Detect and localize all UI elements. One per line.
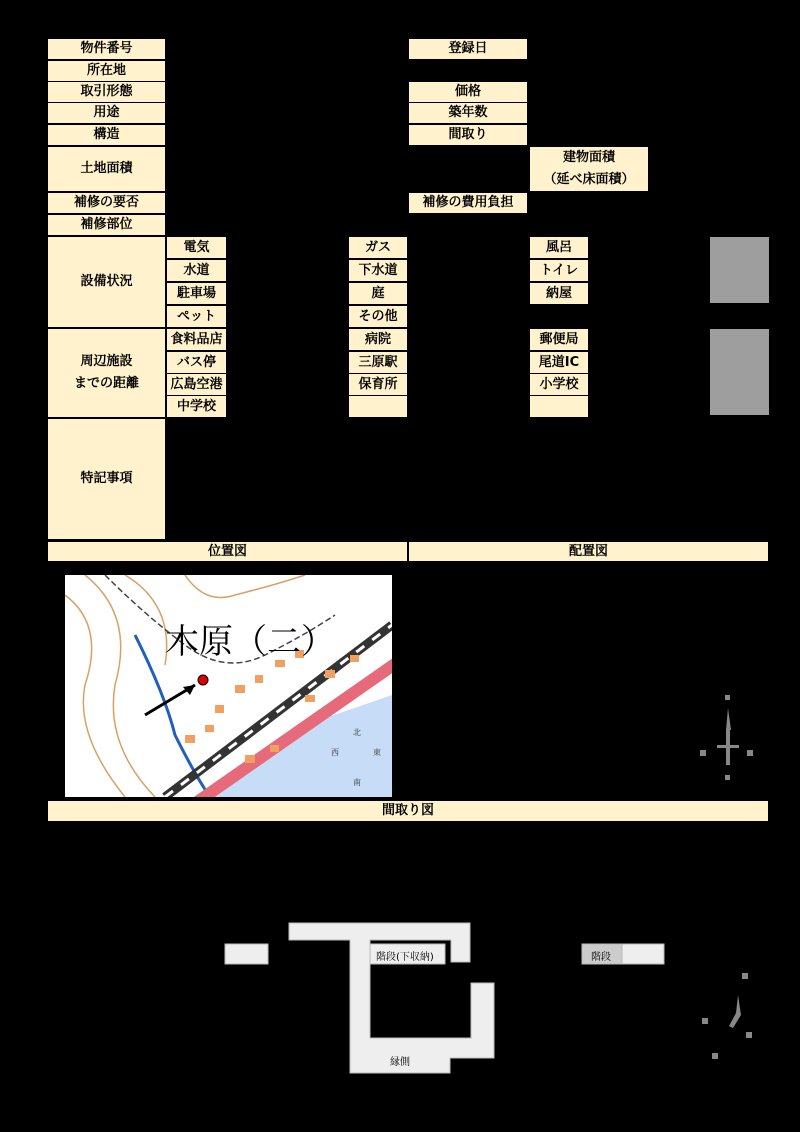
plan-block: [225, 944, 268, 964]
label-other: その他: [348, 305, 408, 328]
label-elementary: 小学校: [529, 373, 589, 396]
plan-label-stairs-storage: 階段(下収納): [376, 952, 434, 963]
label-gas: ガス: [348, 236, 408, 259]
label-remarks: 特記事項: [47, 418, 166, 540]
map-svg: [65, 575, 392, 797]
label-onomichi: 尾道IC: [529, 351, 589, 374]
label-storage: 納屋: [529, 282, 589, 305]
label-junior-high: 中学校: [166, 395, 227, 418]
label-price: 価格: [408, 81, 528, 103]
map-compass-s: 南: [353, 778, 361, 787]
sea-area: [215, 695, 392, 797]
label-nursery: 保育所: [348, 373, 408, 396]
label-bus: バス停: [166, 351, 227, 374]
label-hospital: 病院: [348, 328, 408, 351]
nearby-line2: までの距離: [73, 376, 139, 391]
label-facilities: 設備状況: [47, 236, 166, 328]
label-structure: 構造: [47, 124, 166, 146]
label-registered: 登録日: [408, 38, 528, 60]
label-age: 築年数: [408, 102, 528, 124]
section-location-map: 位置図: [47, 541, 408, 562]
map-compass-n: 北: [353, 728, 361, 737]
label-land-area: 土地面積: [47, 146, 166, 192]
label-airport: 広島空港: [166, 373, 227, 396]
label-repair-part: 補修部位: [47, 214, 166, 236]
plan-label-stairs: 階段: [591, 952, 611, 963]
map-place-name: 木原（二）: [165, 622, 335, 662]
label-blank-1: [348, 395, 408, 418]
location-map: [65, 575, 392, 797]
label-grocery: 食料品店: [166, 328, 227, 351]
nearby-line1: 周辺施設: [80, 354, 133, 369]
contour-line: [85, 575, 155, 797]
label-water: 水道: [166, 259, 227, 282]
section-site-plan: 配置図: [408, 541, 769, 562]
photo-placeholder-1: [710, 237, 769, 303]
contour-line: [65, 595, 125, 797]
label-repair-cost: 補修の費用負担: [408, 192, 528, 214]
label-property-no: 物件番号: [47, 38, 166, 60]
label-transaction: 取引形態: [47, 81, 166, 103]
section-floor-plan: 間取り図: [47, 800, 769, 822]
building-area-line1: 建物面積: [562, 150, 615, 165]
label-layout: 間取り: [408, 124, 528, 146]
label-sewer: 下水道: [348, 259, 408, 282]
property-marker: [198, 675, 208, 685]
label-location: 所在地: [47, 60, 166, 82]
label-post: 郵便局: [529, 328, 589, 351]
label-toilet: トイレ: [529, 259, 589, 282]
photo-placeholder-2: [710, 329, 769, 415]
label-blank-2: [529, 395, 589, 418]
label-bath: 風呂: [529, 236, 589, 259]
map-compass-e: 東: [373, 748, 381, 757]
label-garden: 庭: [348, 282, 408, 305]
contour-line: [185, 575, 305, 598]
label-electric: 電気: [166, 236, 227, 259]
label-parking: 駐車場: [166, 282, 227, 305]
plan-label-engawa: 縁側: [390, 1057, 410, 1068]
map-compass-w: 西: [331, 748, 339, 757]
compass-icon: [695, 690, 765, 800]
building-area-line2: （延べ床面積）: [543, 172, 635, 187]
label-nearby: [47, 328, 166, 418]
label-mihara: 三原駅: [348, 351, 408, 374]
label-building-area: [529, 146, 649, 192]
contour-line: [125, 575, 167, 665]
label-pet: ペット: [166, 305, 227, 328]
label-usage: 用途: [47, 102, 166, 124]
label-repair-needed: 補修の要否: [47, 192, 166, 214]
